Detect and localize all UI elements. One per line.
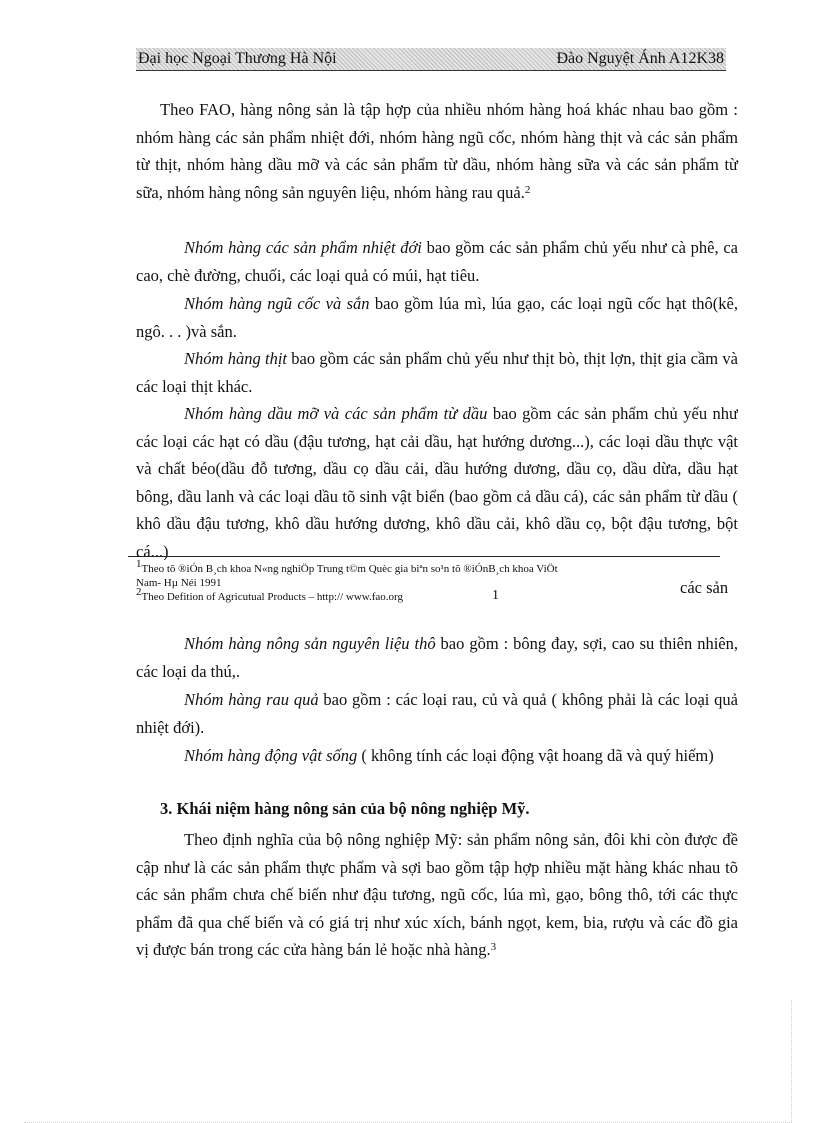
page-header [136,48,726,71]
paragraph-vegetables [136,686,738,741]
paragraph-cereals [136,290,738,345]
page-right-edge [791,1000,792,1123]
footnote-1-line2: Nam- Hµ Néi 1991 [136,577,222,589]
paragraph-oils-clip [136,400,738,560]
vegetables-group-title: Nhóm hàng rau quả [184,690,319,709]
paragraph-tropical [136,234,738,289]
footnote-2: $^2$Theo Defition of Agricutual Products – http:// www.fao.org [136,586,404,603]
cereals-group-text: bao gồm lúa mì, lúa gạo, các loại ngũ cốc hạt thô(kê, ngô. . . )và sắn. [136,294,738,341]
footnote-ref-2: 2 [524,183,531,196]
paragraph-oils [136,400,738,560]
oils-group-text: bao gồm các sản phẩm chủ yếu như các loại các hạt có dầu (đậu tương, hạt cải dầu, hạt hướng dương...), các loại dầu thực vật và chất béo(dầu đỗ tương, dầu cọ dầu cải, dầu hướng dương, dầu cọ, dầu dừa, dầu hạt bông, dầu lanh và các loại dầu tõ sinh vật biển (bao gồm cả dầu cá), các sản phẩm từ dầu ( khô dầu đậu tương, khô dầu hướng dương, khô dầu cải, khô dầu cọ, bột đậu tương, bột cá...) [136,404,738,560]
livestock-group-text: ( không tính các loại động vật hoang dã và quý hiếm) [357,746,714,765]
paragraph-usda [136,826,738,964]
raw-materials-group-text: bao gồm : bông đay, sợi, cao su thiên nhiên, các loại da thú,. [136,634,738,681]
raw-materials-group-title: Nhóm hàng nông sản nguyên liệu thô [184,634,436,653]
oils-group-title: Nhóm hàng dầu mỡ và các sản phẩm từ dầu [184,404,488,423]
paragraph-fao-text: Theo FAO, hàng nông sản là tập hợp của nhiều nhóm hàng hoá khác nhau bao gồm : nhóm hàng các sản phẩm nhiệt đới, nhóm hàng ngũ cốc, nhóm hàng thịt và các sản phẩm từ thịt, nhóm hàng dầu mỡ và các sản phẩm từ dầu, nhóm hàng sữa và các sản phẩm từ sữa, nhóm hàng nông sản nguyên liệu, nhóm hàng rau quả. [136,100,738,202]
paragraph-raw-materials [136,630,738,685]
overflow-text: các sản [680,578,729,597]
livestock-group-title: Nhóm hàng động vật sống [184,746,358,765]
paragraph-meat [136,345,738,400]
section-heading: 3. Khái niệm hàng nông sản của bộ nông nghiệp Mỹ. [160,799,530,818]
vegetables-group-text: bao gồm : các loại rau, củ và quả ( không phải là các loại quả nhiệt đới). [136,690,739,737]
header-university: Đại học Ngoại Thương Hà Nội [138,50,337,67]
paragraph-fao [136,96,738,206]
meat-group-text: bao gồm các sản phẩm chủ yếu như thịt bò, thịt lợn, thịt gia cầm và các loại thịt khác. [136,349,738,396]
footnote-separator [128,556,720,557]
meat-group-title: Nhóm hàng thịt [184,349,287,368]
footnote-1-line1: $^1$Theo tõ ®iÓn B¸ch khoa N«ng nghiÖp Trung t©m Quèc gia biªn so¹n tõ ®iÓnB¸ch khoa ViÖt [136,558,558,575]
page-number: 1 [492,588,499,603]
tropical-group-title: Nhóm hàng các sản phẩm nhiệt đới [184,238,422,257]
header-author: Đào Nguyệt Ánh A12K38 [556,50,724,67]
cereals-group-title: Nhóm hàng ngũ cốc và sắn [184,294,370,313]
paragraph-usda-text: Theo định nghĩa của bộ nông nghiệp Mỹ: sản phẩm nông sản, đôi khi còn được đề cập như là các sản phẩm thực phẩm và sợi bao gồm tập hợp nhiều mặt hàng khác nhau tõ các sản phẩm chưa chế biến như đậu tương, ngũ cốc, lúa mì, gạo, bông thô, tới các thực phẩm đã qua chế biến và có giá trị như xúc xích, bánh ngọt, kem, bia, rượu và các đồ gia vị được bán trong các cửa hàng bán lẻ hoặc nhà hàng. [136,830,738,959]
paragraph-livestock [136,742,738,770]
footnote-ref-3: 3 [490,941,497,953]
tropical-group-text: bao gồm các sản phẩm chủ yếu như cà phê, ca cao, chè đường, chuối, các loại quả có múi, hạt tiêu. [136,238,738,285]
